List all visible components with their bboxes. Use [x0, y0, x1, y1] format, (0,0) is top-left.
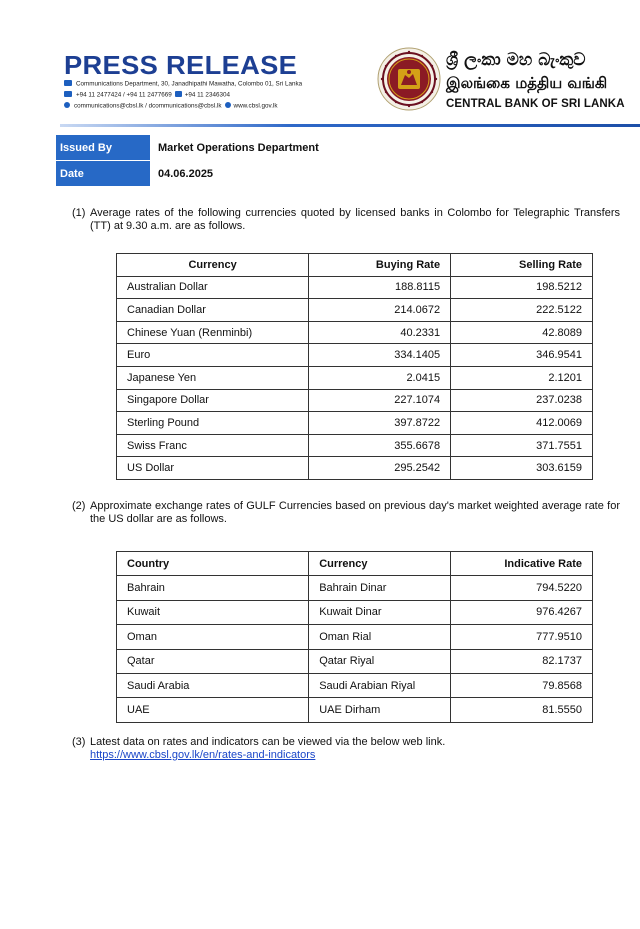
table-cell: 412.0069 [451, 412, 593, 435]
table-row [117, 673, 593, 697]
table-row [117, 625, 593, 649]
bank-name-english: CENTRAL BANK OF SRI LANKA [446, 98, 625, 110]
table-cell: 355.6678 [309, 434, 451, 457]
table-cell: Oman [117, 625, 309, 649]
fax-text: +94 11 2346304 [184, 91, 230, 99]
table-cell: Sterling Pound [117, 412, 309, 435]
section-3-number: (3) [72, 736, 86, 748]
table-cell: 40.2331 [309, 321, 451, 344]
table-cell: Kuwait Dinar [309, 600, 451, 624]
mail-icon [64, 80, 72, 86]
table-row [117, 389, 593, 412]
section-2-paragraph [72, 500, 620, 526]
table-row [117, 698, 593, 722]
table-cell: 303.6159 [451, 457, 593, 480]
table-row [117, 321, 593, 344]
table-cell: Chinese Yuan (Renminbi) [117, 321, 309, 344]
address-line [64, 80, 302, 88]
press-release-header [0, 0, 640, 128]
table-cell: 82.1737 [451, 649, 593, 673]
email-line [64, 102, 278, 110]
table-cell: 334.1405 [309, 344, 451, 367]
table-cell: 79.8568 [451, 673, 593, 697]
table-cell: 2.0415 [309, 366, 451, 389]
table-cell: 2.1201 [451, 366, 593, 389]
table-row [117, 600, 593, 624]
tt-rates-table [116, 253, 593, 480]
section-2-number: (2) [72, 500, 86, 512]
table-row [117, 299, 593, 322]
rates-indicators-link[interactable]: https://www.cbsl.gov.lk/en/rates-and-indicators [90, 749, 316, 761]
fax-icon [175, 91, 182, 97]
table-cell: 81.5550 [451, 698, 593, 722]
table-cell: 237.0238 [451, 389, 593, 412]
table-cell: 295.2542 [309, 457, 451, 480]
address-text: Communications Department, 30, Janadhipathi Mawatha, Colombo 01, Sri Lanka [76, 80, 303, 88]
page-title: PRESS RELEASE [64, 50, 298, 80]
table-cell: 222.5122 [451, 299, 593, 322]
cbsl-emblem-icon [377, 47, 441, 111]
table-cell: US Dollar [117, 457, 309, 480]
column-header: Currency [117, 254, 309, 277]
date-label: Date [56, 161, 150, 187]
table-cell: Qatar Riyal [309, 649, 451, 673]
table-cell: UAE [117, 698, 309, 722]
table-cell: Bahrain [117, 576, 309, 600]
header-divider [60, 124, 640, 127]
column-header: Indicative Rate [451, 552, 593, 576]
website-text[interactable]: www.cbsl.gov.lk [233, 102, 278, 110]
table-cell: 227.1074 [309, 389, 451, 412]
table-cell: 346.9541 [451, 344, 593, 367]
table-cell: Qatar [117, 649, 309, 673]
date-row [56, 161, 398, 187]
table-cell: Kuwait [117, 600, 309, 624]
table-cell: Saudi Arabia [117, 673, 309, 697]
table-cell: 188.8115 [309, 276, 451, 299]
table-cell: Singapore Dollar [117, 389, 309, 412]
at-icon [64, 102, 70, 108]
globe-icon [225, 102, 231, 108]
phone-text: +94 11 2477424 / +94 11 2477669 [76, 91, 172, 99]
table-row [117, 457, 593, 480]
table-cell: Oman Rial [309, 625, 451, 649]
section-3-text: Latest data on rates and indicators can be viewed via the below web link. [90, 736, 446, 748]
column-header: Buying Rate [309, 254, 451, 277]
bank-name-tamil: இலங்கை மத்திய வங்கி [446, 74, 608, 92]
phone-icon [64, 91, 72, 97]
table-row [117, 412, 593, 435]
column-header: Country [117, 552, 309, 576]
table-cell: 794.5220 [451, 576, 593, 600]
table-row [117, 434, 593, 457]
table-row [117, 649, 593, 673]
issue-info-table [56, 135, 398, 187]
section-2-text: Approximate exchange rates of GULF Currencies based on previous day's market weighted average rate for the US dollar are as follows. [90, 500, 620, 525]
table-cell: Euro [117, 344, 309, 367]
table-header-row [117, 552, 593, 576]
table-cell: 371.7551 [451, 434, 593, 457]
email-text[interactable]: communications@cbsl.lk / dcommunications@cbsl.lk [74, 102, 222, 110]
column-header: Currency [309, 552, 451, 576]
section-1-paragraph [72, 207, 620, 233]
section-3-paragraph [72, 736, 620, 749]
section-1-text: Average rates of the following currencies quoted by licensed banks in Colombo for Telegraphic Transfers (TT) at 9.30 a.m. are as follows. [90, 207, 620, 232]
gulf-rates-table [116, 551, 593, 723]
table-cell: Bahrain Dinar [309, 576, 451, 600]
table-cell: 42.8089 [451, 321, 593, 344]
table-row [117, 344, 593, 367]
column-header: Selling Rate [451, 254, 593, 277]
table-cell: Canadian Dollar [117, 299, 309, 322]
table-cell: Australian Dollar [117, 276, 309, 299]
table-row [117, 276, 593, 299]
table-row [117, 366, 593, 389]
table-header-row [117, 254, 593, 277]
issued-by-row [56, 135, 398, 161]
table-cell: 976.4267 [451, 600, 593, 624]
bank-name-sinhala: ශ්‍රී ලංකා මහ බැංකුව [446, 50, 586, 70]
table-cell: 214.0672 [309, 299, 451, 322]
table-cell: 198.5212 [451, 276, 593, 299]
table-row [117, 576, 593, 600]
table-cell: Saudi Arabian Riyal [309, 673, 451, 697]
issued-by-value: Market Operations Department [158, 141, 319, 154]
issued-by-label: Issued By [56, 135, 150, 161]
section-1-number: (1) [72, 207, 86, 219]
date-value: 04.06.2025 [158, 167, 214, 180]
phone-line [64, 91, 230, 99]
table-cell: 397.8722 [309, 412, 451, 435]
table-cell: UAE Dirham [309, 698, 451, 722]
table-cell: 777.9510 [451, 625, 593, 649]
table-cell: Japanese Yen [117, 366, 309, 389]
table-cell: Swiss Franc [117, 434, 309, 457]
